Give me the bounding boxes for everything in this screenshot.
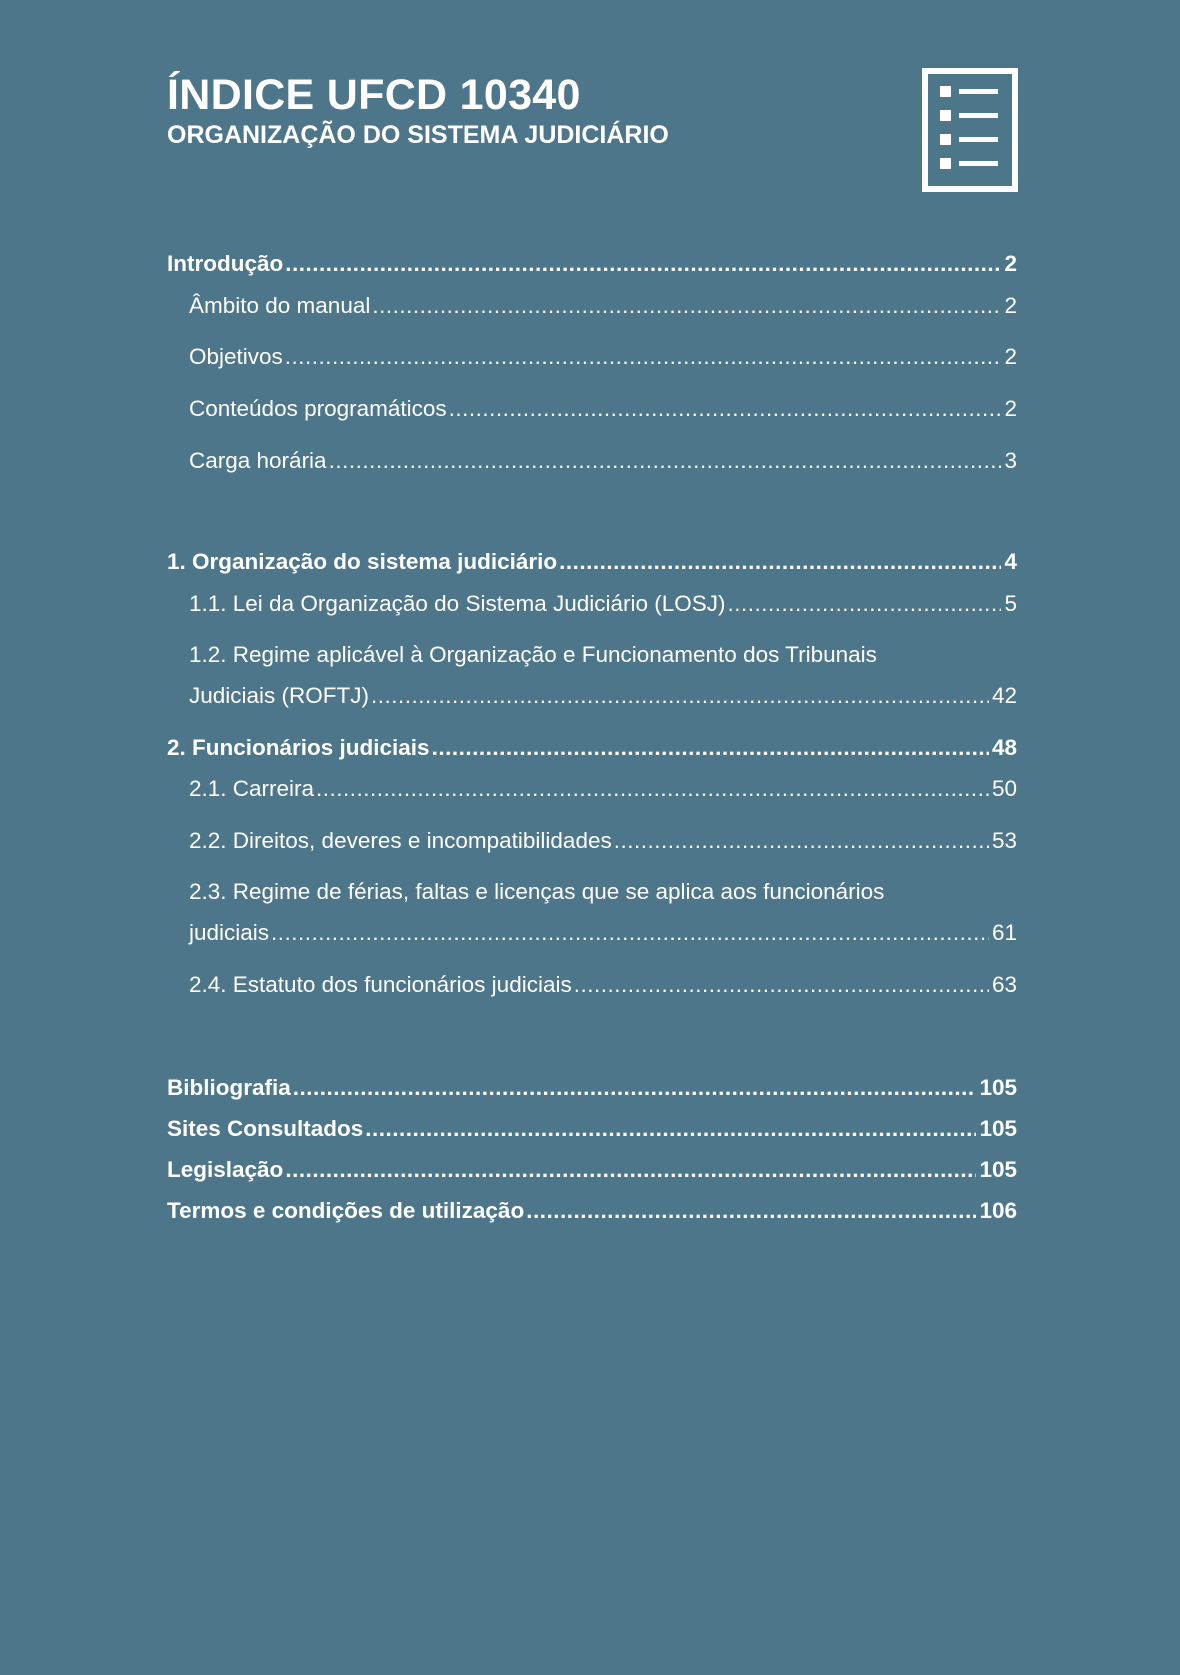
toc-entry-2-3-line1[interactable]: 2.3. Regime de férias, faltas e licenças que se aplica aos funcionários — [189, 879, 885, 904]
toc-entry-label: Judiciais (ROFTJ) — [189, 683, 370, 708]
toc-entry-label: Sites Consultados — [167, 1116, 364, 1141]
toc-entry-page: 4 — [1004, 549, 1017, 574]
toc-entry-label: Objetivos — [189, 344, 283, 369]
toc-entry-page: 50 — [991, 776, 1017, 801]
toc-entry-page: 2 — [1004, 293, 1017, 318]
toc-entry-legislacao[interactable] — [167, 1154, 1017, 1186]
toc-entry-page: 105 — [979, 1116, 1017, 1141]
toc-entry-label: 2.4. Estatuto dos funcionários judiciais — [189, 972, 572, 997]
dot-leader — [285, 248, 1001, 280]
toc-entry-label: 1.1. Lei da Organização do Sistema Judiciário (LOSJ) — [189, 591, 726, 616]
toc-entry-page: 106 — [979, 1198, 1017, 1223]
toc-entry-2-3[interactable] — [189, 917, 1017, 949]
toc-entry-page: 48 — [991, 735, 1017, 760]
toc-entry-label: Legislação — [167, 1157, 284, 1182]
toc-entry-carga-horaria[interactable] — [189, 445, 1017, 477]
toc-entry-section-1[interactable] — [167, 546, 1017, 578]
dot-leader — [559, 546, 1001, 578]
toc-entry-label: Conteúdos programáticos — [189, 396, 447, 421]
toc-entry-page: 53 — [991, 828, 1017, 853]
toc-entry-label: Introdução — [167, 251, 284, 276]
toc-entry-page: 105 — [979, 1157, 1017, 1182]
toc-entry-page: 2 — [1004, 344, 1017, 369]
dot-leader — [371, 680, 989, 712]
dot-leader — [271, 917, 989, 949]
list-document-icon — [922, 68, 1018, 192]
dot-leader — [329, 445, 1002, 477]
dot-leader — [449, 393, 1002, 425]
toc-entry-objetivos[interactable] — [189, 341, 1017, 373]
toc-entry-sites-consultados[interactable] — [167, 1113, 1017, 1145]
toc-entry-label: judiciais — [189, 920, 270, 945]
toc-entry-page: 105 — [979, 1075, 1017, 1100]
toc-entry-label: Carga horária — [189, 448, 327, 473]
toc-entry-page: 5 — [1004, 591, 1017, 616]
toc-entry-ambito[interactable] — [189, 290, 1017, 322]
toc-entry-page: 3 — [1004, 448, 1017, 473]
toc-entry-label: 2.1. Carreira — [189, 776, 315, 801]
toc-entry-page: 61 — [991, 920, 1017, 945]
toc-entry-page: 2 — [1004, 251, 1017, 276]
header — [167, 70, 669, 150]
toc-entry-conteudos[interactable] — [189, 393, 1017, 425]
dot-leader — [432, 732, 989, 764]
toc-entry-bibliografia[interactable] — [167, 1072, 1017, 1104]
dot-leader — [614, 825, 989, 857]
toc-entry-page: 42 — [991, 683, 1017, 708]
page-subtitle: ORGANIZAÇÃO DO SISTEMA JUDICIÁRIO — [167, 121, 669, 149]
dot-leader — [372, 290, 1001, 322]
toc-entry-2-1[interactable] — [189, 773, 1017, 805]
toc-entry-label: Bibliografia — [167, 1075, 291, 1100]
toc-entry-page: 63 — [991, 972, 1017, 997]
toc-entry-label: 2.2. Direitos, deveres e incompatibilidades — [189, 828, 612, 853]
toc-entry-1-1[interactable] — [189, 588, 1017, 620]
toc-entry-2-2[interactable] — [189, 825, 1017, 857]
toc-entry-label: 1. Organização do sistema judiciário — [167, 549, 558, 574]
toc-entry-section-2[interactable] — [167, 732, 1017, 764]
toc-entry-termos[interactable] — [167, 1195, 1017, 1227]
dot-leader — [285, 1154, 976, 1186]
dot-leader — [285, 341, 1002, 373]
toc-entry-label: Âmbito do manual — [189, 293, 371, 318]
toc-entry-page: 2 — [1004, 396, 1017, 421]
toc-entry-label: Termos e condições de utilização — [167, 1198, 525, 1223]
toc-entry-2-4[interactable] — [189, 969, 1017, 1001]
toc-entry-introducao[interactable] — [167, 248, 1017, 280]
dot-leader — [574, 969, 989, 1001]
dot-leader — [365, 1113, 976, 1145]
page-title: ÍNDICE UFCD 10340 — [167, 71, 581, 119]
dot-leader — [728, 588, 1002, 620]
dot-leader — [316, 773, 989, 805]
toc-entry-1-2[interactable] — [189, 680, 1017, 712]
dot-leader — [526, 1195, 976, 1227]
dot-leader — [293, 1072, 977, 1104]
toc-entry-1-2-line1[interactable]: 1.2. Regime aplicável à Organização e Funcionamento dos Tribunais — [189, 642, 877, 667]
toc-entry-label: 2. Funcionários judiciais — [167, 735, 430, 760]
